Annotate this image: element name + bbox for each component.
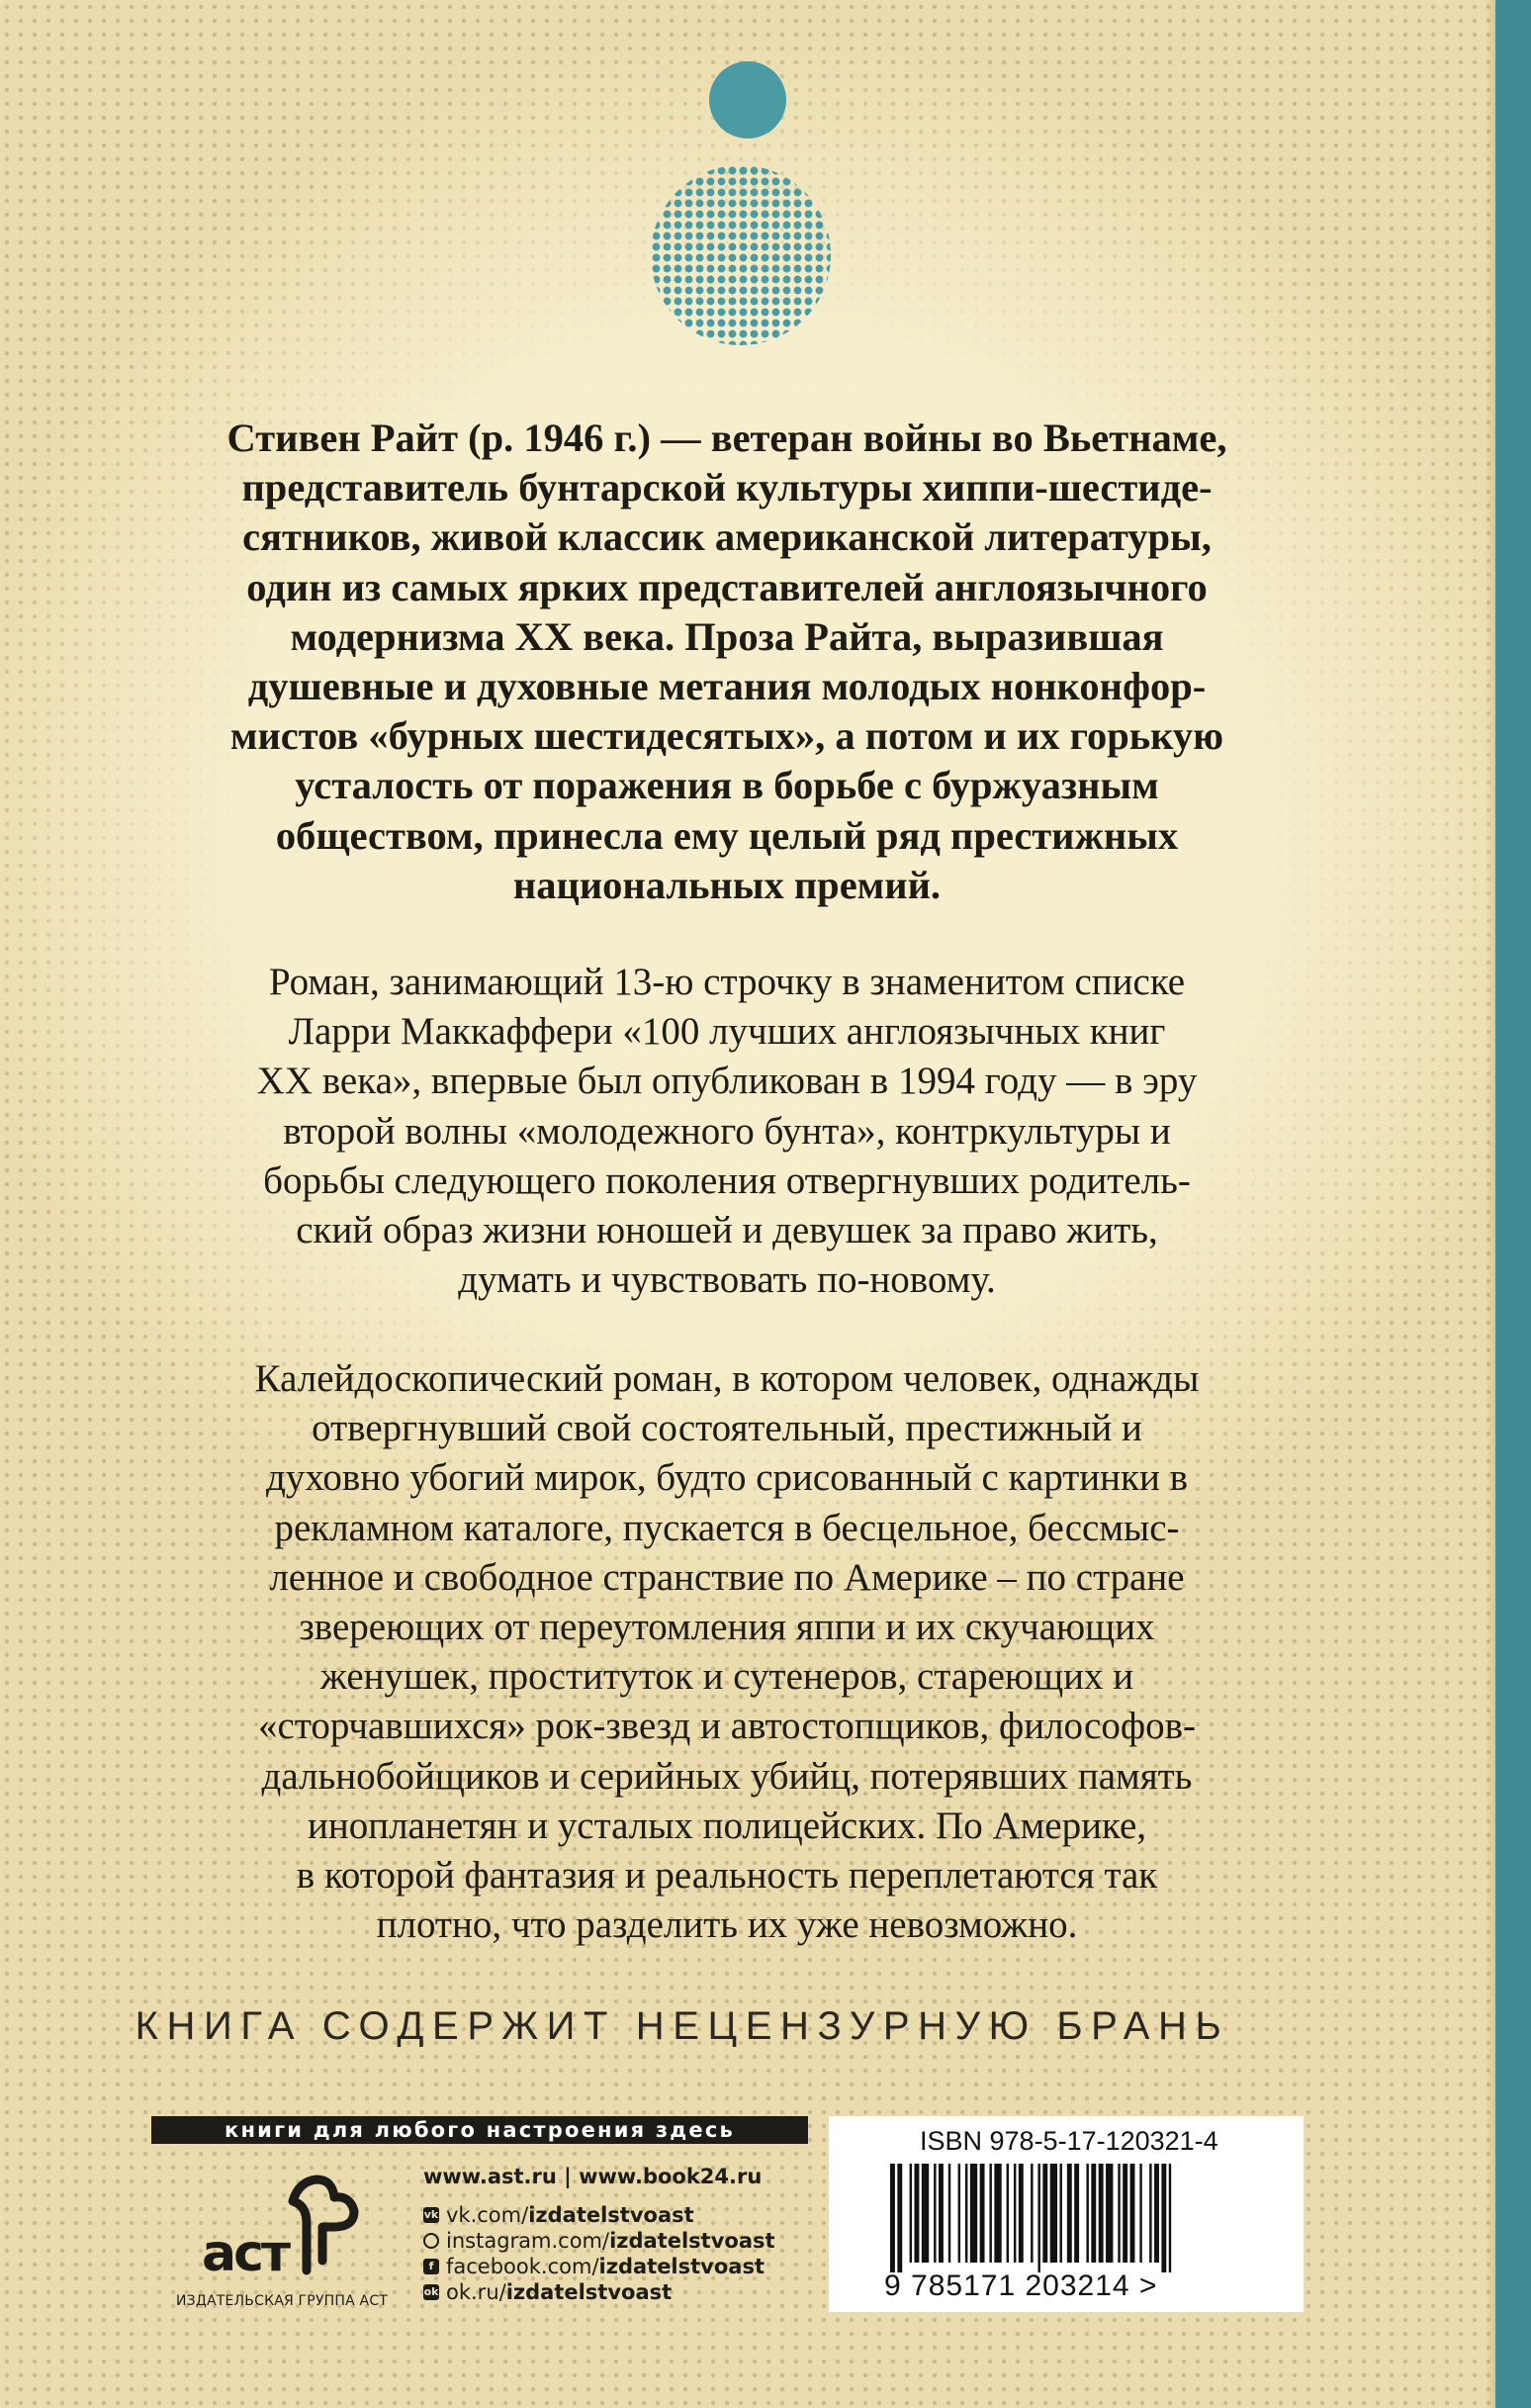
barcode-bar [1154,2164,1159,2263]
barcode-bar [915,2164,920,2263]
barcode-bar [1169,2164,1171,2272]
novel-description-paragraph [158,1354,1296,1950]
barcode-bar [890,2164,895,2272]
odnoklassniki-icon: ok [423,2285,439,2298]
text-line: звереющих от переутомления яппи и их скучающих [299,1606,1155,1649]
barcode-bar [1067,2164,1072,2263]
barcode-bar [1007,2164,1009,2263]
spine-shadow [1486,0,1495,2408]
barcode-bar [1139,2164,1141,2263]
ast-logo-icon [196,2162,364,2295]
text-line: Калейдоскопический роман, в котором человек, однажды [254,1357,1200,1400]
barcode-bar [922,2164,929,2263]
social-link-instagram[interactable]: instagram.com/ izdatelstvoast [423,2228,775,2254]
barcode-bar [970,2164,977,2263]
barcode-bar [965,2164,967,2263]
dotted-teal-circle-icon [651,165,831,345]
text-line: борьбы следующего поколения отвергнувших родитель- [263,1158,1191,1202]
barcode-digits: 9 785171 203214 > [884,2269,1158,2302]
barcode-bar [994,2164,1001,2263]
author-bio-paragraph [158,414,1296,910]
facebook-icon: f [423,2259,439,2274]
publisher-contacts [423,2165,775,2305]
text-line: думать и чувствовать по-новому. [458,1258,996,1302]
barcode-bar [1149,2164,1151,2263]
publisher-websites[interactable]: www.ast.ru | www.book24.ru [423,2165,763,2188]
text-line: женушек, проституток и сутенеров, стареющих и [319,1655,1134,1699]
barcode-bar [1019,2164,1024,2263]
text-line: инопланетян и усталых полицейских. По Америке, [307,1804,1147,1847]
text-line: отвергнувший свой состоятельный, престижный и [312,1407,1142,1450]
barcode-bar [934,2164,936,2263]
text-line: рекламном каталоге, пускается в бесцельное, бессмыс- [274,1506,1180,1549]
barcode-bar [897,2164,902,2272]
text-line: Стивен Райт (р. 1946 г.) — ветеран войны во Вьетнаме, [226,416,1227,460]
publisher-caption: ИЗДАТЕЛЬСКАЯ ГРУППА АСТ [176,2293,389,2309]
barcode-bar [1118,2164,1120,2263]
barcode-bar [980,2164,985,2263]
text-line: Ларри Маккаффери «100 лучших англоязычных книг [288,1010,1166,1054]
social-link-vk[interactable]: vk vk.com/ izdatelstvoast [423,2203,694,2227]
barcode-bar [1091,2164,1096,2263]
text-line: национальных премий. [512,862,942,907]
barcode-bar [939,2164,944,2263]
barcode-bar [1099,2164,1104,2263]
text-line: XX века», впервые был опубликован в 1994 году — в эру [256,1060,1198,1103]
barcode-bar [1037,2164,1039,2272]
text-line: плотно, что разделить их уже невозможно. [376,1903,1078,1947]
social-link-odnoklassniki[interactable]: ok ok.ru/ izdatelstvoast [423,2280,673,2304]
book-spine [1495,0,1531,2408]
text-line: духовно убогий мирок, будто срисованный с картинки в [266,1456,1188,1500]
text-line: второй волны «молодежного бунта», контркультуры и [283,1109,1171,1153]
text-line: в которой фантазия и реальность переплетаются так [296,1854,1158,1898]
text-line: мистов «бурных шестидесятых», а потом и их горькую [229,713,1224,759]
barcode-bar [1031,2164,1033,2263]
barcode-bar [1123,2164,1127,2263]
vk-icon: vk [423,2208,439,2221]
barcode-bar [989,2164,991,2263]
text-line: ский образ жизни юношей и девушек за право жить, [296,1209,1158,1252]
barcode-bar [1086,2164,1088,2263]
barcode-bar [910,2164,912,2263]
text-line: сятников, живой классик американской литературы, [242,514,1212,560]
barcode-bar [1161,2164,1166,2272]
text-line: обществом, принесла ему целый ряд престижных [275,812,1179,858]
barcode-bar [1050,2164,1057,2263]
isbn-label: ISBN 978-5-17-120321-4 [920,2126,1218,2156]
text-line: один из самых ярких представителей англоязычного [246,564,1208,609]
barcode-icon [890,2164,1266,2272]
instagram-icon [423,2233,439,2249]
barcode-bar [1060,2164,1062,2263]
social-link-facebook[interactable]: f facebook.com/ izdatelstvoast [423,2254,775,2279]
text-line: дальнобойщиков и серийных убийц, потерявших память [261,1754,1193,1798]
text-line: Роман, занимающий 13-ю строчку в знаменитом списке [268,961,1186,1003]
text-line: душевные и духовные метания молодых нонконфор- [247,664,1207,709]
logo-text: аст [202,2224,289,2283]
text-line: представитель бунтарской культуры хиппи-шестиде- [241,465,1213,510]
text-line: усталость от поражения в борьбе с буржуазным [295,763,1159,808]
barcode-bar [1074,2164,1079,2263]
text-line: модернизма XX века. Проза Райта, выразившая [290,613,1164,659]
barcode-bar [948,2164,950,2263]
barcode-bar [1042,2164,1047,2263]
barcode-bar [1014,2164,1016,2263]
text-line: «сторчавшихся» рок-звезд и автостопщиков, философов- [257,1705,1197,1748]
publisher-tagline: книги для любого настроения здесь [151,2116,808,2144]
novel-history-paragraph [158,958,1296,1305]
profanity-warning: КНИГА СОДЕРЖИТ НЕЦЕНЗУРНУЮ БРАНЬ [135,2004,1230,2048]
barcode-bar [958,2164,960,2263]
small-teal-circle-icon [709,61,786,139]
barcode-bar [1106,2164,1113,2263]
barcode-panel [829,2116,1304,2312]
text-line: ленное и свободное странствие по Америке – по стране [269,1555,1185,1599]
barcode-bar [1130,2164,1135,2263]
